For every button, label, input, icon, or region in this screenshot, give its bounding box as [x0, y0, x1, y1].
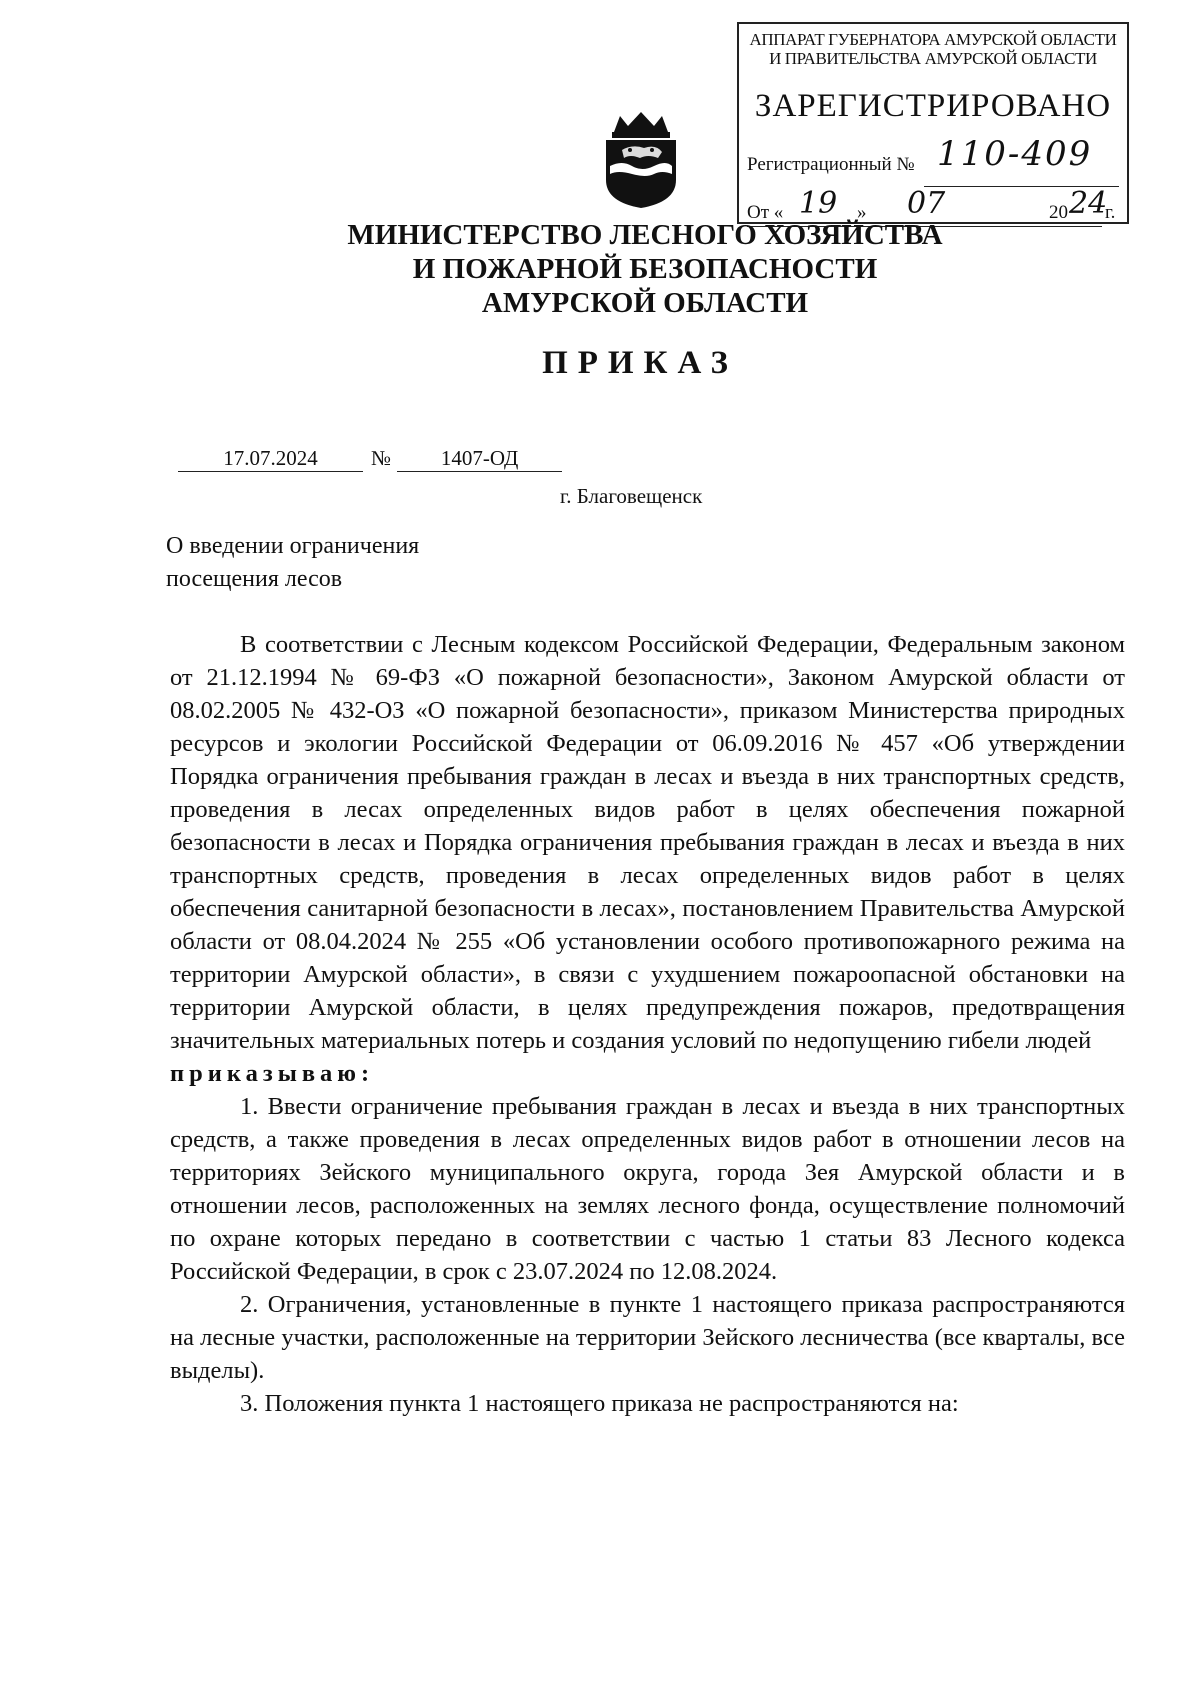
order-item-1: 1. Ввести ограничение пребывания граждан в лесах и въезда в них транспортных средств, а также проведения в лесах определенных видов работ в отношении лесов на территориях Зейского муниципального округа, города Зея Амурской области и в отношении лесов, расположенных на землях лесного фонда, осуществление полномочий по охране которых передано в соответствии с частью 1 статьи 83 Лесного кодекса Российской Федерации, в срок с 23.07.2024 по 12.08.2024. — [170, 1093, 1125, 1285]
amur-oblast-coat-of-arms-icon — [600, 110, 682, 210]
stamp-date-year-prefix: 20 — [1049, 202, 1068, 223]
ministry-line3: АМУРСКОЙ ОБЛАСТИ — [481, 287, 809, 319]
document-type: ПРИКАЗ — [542, 345, 738, 381]
stamp-date-day: 19 — [799, 186, 838, 221]
stamp-date-suffix: г. — [1105, 202, 1116, 223]
subject — [166, 530, 419, 596]
order-item-3: 3. Положения пункта 1 настоящего приказа не распространяются на: — [240, 1390, 959, 1417]
ministry-line2: И ПОЖАРНОЙ БЕЗОПАСНОСТИ — [412, 253, 878, 285]
stamp-registration-row — [747, 134, 1093, 176]
order-number: 1407-ОД — [397, 446, 562, 472]
stamp-date-prefix: От « — [747, 202, 784, 223]
number-sign: № — [371, 446, 392, 470]
preamble-paragraph: В соответствии с Лесным кодексом Российской Федерации, Федеральным законом от 21.12.1994 № 69-ФЗ «О пожарной безопасности», Законом Амурской области от 08.02.2005 № 432-ОЗ «О пожарной безопасности», приказом Министерства природных ресурсов и экологии Российской Федерации от 06.09.2016 № 457 «Об утверждении Порядка ограничения пребывания граждан в лесах и въезда в них транспортных средств, проведения в лесах определенных видов работ в целях обеспечения пожарной безопасности в лесах и Порядка ограничения пребывания граждан в лесах и въезда в них транспортных средств, проведения в лесах определенных видов работ в целях обеспечения санитарной безопасности в лесах», постановлением Правительства Амурской области от 08.04.2024 № 255 «Об установлении особого противопожарного режима на территории Амурской области», в связи с ухудшением пожароопасной обстановки на территории Амурской области, в целях предупреждения пожаров, предотвращения значительных материальных потерь и создания условий по недопущению гибели людей — [170, 631, 1125, 1054]
stamp-reg-label: Регистрационный № — [747, 154, 915, 175]
stamp-reg-number: 110-409 — [937, 134, 1093, 174]
ministry-name — [0, 218, 1200, 320]
order-item-2: 2. Ограничения, установленные в пункте 1 настоящего приказа распространяются на лесные участки, расположенные на территории Зейского лесничества (все кварталы, все выделы). — [170, 1291, 1125, 1384]
stamp-date-sep: » — [857, 202, 867, 223]
date-number-line — [178, 446, 562, 472]
stamp-org-line1: АППАРАТ ГУБЕРНАТОРА АМУРСКОЙ ОБЛАСТИ — [749, 30, 1117, 49]
ministry-line1: МИНИСТЕРСТВО ЛЕСНОГО ХОЗЯЙСТВА — [347, 219, 943, 251]
document-body — [170, 628, 1125, 1420]
subject-line1: О введении ограничения — [166, 533, 420, 559]
stamp-org-line2: И ПРАВИТЕЛЬСТВА АМУРСКОЙ ОБЛАСТИ — [769, 49, 1097, 68]
stamp-title: ЗАРЕГИСТРИРОВАНО — [754, 88, 1112, 124]
subject-line2: посещения лесов — [166, 566, 343, 592]
order-date: 17.07.2024 — [178, 446, 363, 472]
city: г. Благовещенск — [560, 484, 703, 508]
stamp-date-month: 07 — [907, 186, 946, 221]
stamp-date-year: 24 — [1069, 186, 1108, 221]
order-word: приказываю: — [170, 1060, 375, 1087]
registration-stamp — [737, 22, 1129, 224]
